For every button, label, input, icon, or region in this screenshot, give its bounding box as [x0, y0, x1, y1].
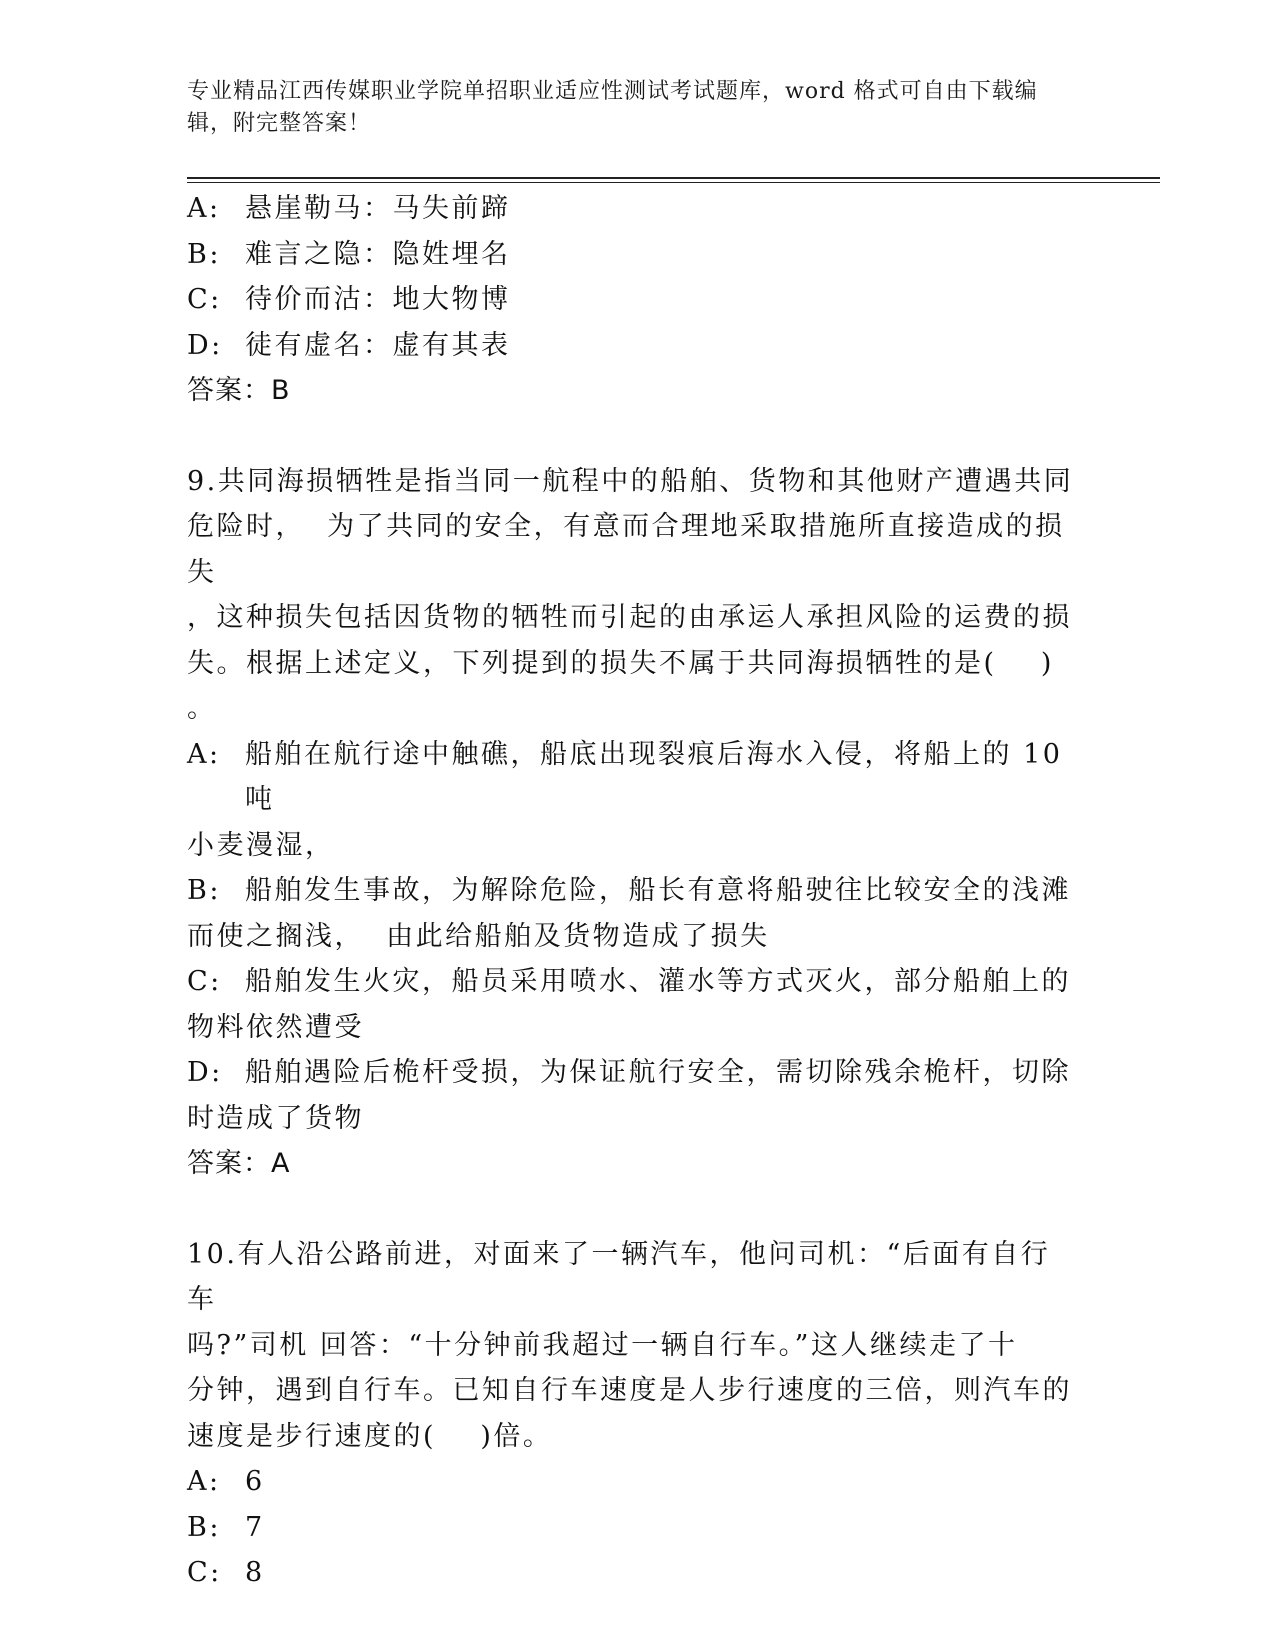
option-text: 7: [245, 1511, 265, 1543]
option-key: A:: [187, 738, 221, 770]
question-10-stem: [187, 1232, 1077, 1460]
option-b: [187, 1505, 1077, 1551]
header-divider-thin: [187, 182, 1160, 183]
option-key: B:: [187, 238, 221, 270]
stem-line: 失。根据上述定义，下列提到的损失不属于共同海损牺牲的是( ): [187, 647, 1054, 679]
option-key: A:: [187, 1466, 221, 1497]
option-text-continued: 小麦漫湿，: [187, 829, 335, 861]
stem-line: 10.有人沿公路前进，对面来了一辆汽车，他问司机：“后面有自行车: [187, 1238, 1051, 1315]
option-key: D:: [187, 329, 223, 361]
option-key: C:: [187, 284, 222, 315]
option-text: 待价而沽：地大物博: [245, 284, 511, 315]
stem-line: 危险时， 为了共同的安全，有意而合理地采取措施所直接造成的损失: [187, 511, 1065, 588]
option-c: [187, 277, 1077, 323]
question-9-options: [187, 732, 1077, 1142]
option-text: 船舶发生火灾，船员采用喷水、灌水等方式灭火，部分船舶上的: [245, 966, 1071, 997]
option-key: C:: [187, 1557, 222, 1588]
option-a: [187, 1459, 1077, 1505]
option-text-continued: 而使之搁浅， 由此给船舶及货物造成了损失: [187, 920, 770, 952]
option-key: B:: [187, 1511, 221, 1543]
option-key: A:: [187, 193, 221, 224]
option-text-continued: 物料依然遭受: [187, 1011, 364, 1043]
question-8-answer: 答案：B: [187, 375, 291, 406]
question-9-stem: [187, 459, 1077, 732]
option-key: C:: [187, 966, 222, 997]
question-8-options: [187, 186, 1077, 368]
option-text: 6: [245, 1466, 265, 1497]
option-b: [187, 868, 1077, 959]
option-text: 船舶遇险后桅杆受损，为保证航行安全，需切除残余桅杆，切除: [245, 1057, 1071, 1088]
option-c: [187, 1550, 1077, 1596]
option-text-continued: 时造成了货物: [187, 1102, 364, 1134]
option-b: [187, 232, 1077, 278]
header-divider-thick: [187, 177, 1160, 179]
option-text: 徒有虚名：虚有其表: [245, 329, 511, 361]
question-10-options: [187, 1459, 1077, 1596]
question-content: [187, 186, 1077, 1596]
question-9-answer: 答案：A: [187, 1148, 291, 1179]
stem-line: 分钟，遇到自行车。已知自行车速度是人步行速度的三倍，则汽车的: [187, 1375, 1072, 1406]
stem-line: 9.共同海损牺牲是指当同一航程中的船舶、货物和其他财产遭遇共同: [187, 465, 1074, 497]
option-a: [187, 732, 1077, 869]
option-key: B:: [187, 875, 221, 906]
stem-line: 吗?”司机 回答：“十分钟前我超过一辆自行车。”这人继续走了十: [187, 1329, 1018, 1361]
option-text: 悬崖勒马：马失前蹄: [245, 193, 511, 224]
option-text: 8: [245, 1557, 265, 1588]
option-d: [187, 1050, 1077, 1141]
option-c: [187, 959, 1077, 1050]
document-header: 专业精品江西传媒职业学院单招职业适应性测试考试题库，word 格式可自由下载编辑，附完整答案！: [187, 79, 1038, 136]
stem-line: ，这种损失包括因货物的牺牲而引起的由承运人承担风险的运费的损: [187, 602, 1072, 633]
option-text: 船舶在航行途中触礁，船底出现裂痕后海水入侵，将船上的 10 吨: [245, 738, 1063, 815]
stem-line: 。: [187, 693, 217, 724]
option-text: 难言之隐：隐姓埋名: [245, 238, 511, 270]
option-text: 船舶发生事故，为解除危险，船长有意将船驶往比较安全的浅滩: [245, 875, 1071, 906]
option-key: D:: [187, 1057, 223, 1088]
option-a: [187, 186, 1077, 232]
option-d: [187, 323, 1077, 369]
stem-line: 速度是步行速度的( )倍。: [187, 1420, 553, 1452]
